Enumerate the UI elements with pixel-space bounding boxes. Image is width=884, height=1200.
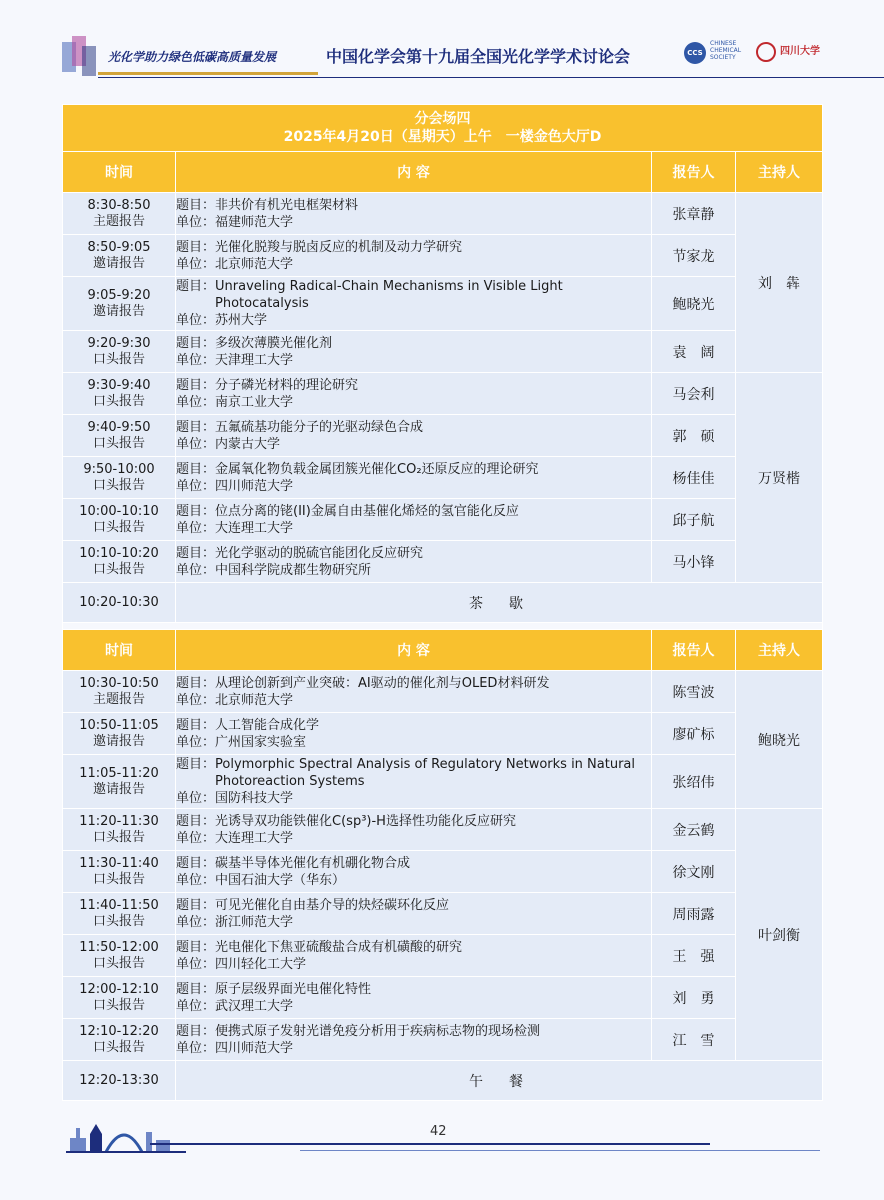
page-number: 42	[430, 1124, 447, 1139]
unit-line	[176, 562, 651, 579]
report-type: 口头报告	[92, 1039, 145, 1055]
topic-line	[176, 239, 651, 256]
time-range: 9:05-9:20	[87, 287, 151, 303]
report-type: 口头报告	[92, 997, 145, 1013]
unit-line-value: 浙江师范大学	[215, 914, 294, 930]
table-row	[63, 373, 823, 415]
unit-line-label: 单位：	[176, 830, 216, 846]
topic-line-label: 题目：	[176, 545, 216, 561]
unit-line	[176, 998, 651, 1015]
footer-line-secondary	[300, 1150, 820, 1151]
topic-line	[176, 756, 651, 790]
table-row	[63, 277, 823, 331]
topic-line-label: 题目：	[176, 377, 216, 393]
topic-line-value: 非共价有机光电框架材料	[215, 197, 359, 213]
break-row	[63, 583, 823, 623]
col-header-speaker: 报告人	[652, 152, 736, 193]
unit-line-label: 单位：	[176, 734, 216, 750]
unit-line	[176, 790, 651, 807]
report-type: 口头报告	[92, 913, 145, 929]
unit-line-value: 四川师范大学	[215, 478, 294, 494]
page-footer	[0, 1108, 884, 1168]
unit-line-value: 大连理工大学	[215, 830, 294, 846]
topic-line	[176, 197, 651, 214]
unit-line-value: 国防科技大学	[215, 791, 294, 806]
speaker-cell: 郭 硕	[652, 415, 736, 457]
unit-line	[176, 1040, 651, 1057]
topic-line-value: 位点分离的铑(II)金属自由基催化烯烃的氢官能化反应	[215, 503, 519, 519]
speaker-cell: 江 雪	[652, 1019, 736, 1061]
content-cell	[176, 331, 652, 373]
time-range: 9:20-9:30	[87, 335, 151, 351]
unit-line-value: 福建师范大学	[215, 214, 294, 230]
session-date-venue: 2025年4月20日（星期天）上午 一楼金色大厅D	[283, 129, 602, 145]
unit-line-value: 大连理工大学	[215, 520, 294, 536]
speaker-cell: 邱子航	[652, 499, 736, 541]
skyline-decoration-icon	[66, 1114, 186, 1154]
unit-line	[176, 734, 651, 751]
col-header-content: 内 容	[176, 152, 652, 193]
report-type: 口头报告	[92, 351, 145, 367]
speaker-cell: 廖矿标	[652, 713, 736, 755]
table-row	[63, 499, 823, 541]
time-cell	[63, 277, 176, 331]
unit-line	[176, 394, 651, 411]
content-cell	[176, 193, 652, 235]
content-cell	[176, 235, 652, 277]
table-row	[63, 331, 823, 373]
speaker-cell: 金云鹤	[652, 809, 736, 851]
topic-line-label: 题目：	[176, 757, 216, 772]
time-cell	[63, 851, 176, 893]
unit-line-value: 内蒙古大学	[215, 436, 281, 452]
host-cell: 刘 犇	[736, 193, 823, 373]
unit-line-label: 单位：	[176, 436, 216, 452]
content-cell	[176, 755, 652, 809]
session-name: 分会场四	[414, 111, 471, 127]
topic-line	[176, 503, 651, 520]
speaker-cell: 刘 勇	[652, 977, 736, 1019]
content-cell	[176, 851, 652, 893]
content-cell	[176, 977, 652, 1019]
speaker-cell: 节家龙	[652, 235, 736, 277]
table-row	[63, 541, 823, 583]
unit-line-label: 单位：	[176, 872, 216, 888]
time-range: 9:40-9:50	[87, 419, 151, 435]
speaker-cell: 鲍晓光	[652, 277, 736, 331]
report-type: 口头报告	[92, 829, 145, 845]
topic-line-value: Polymorphic Spectral Analysis of Regulatory Networks in Natural Photoreaction Systems	[215, 757, 636, 789]
time-cell	[63, 809, 176, 851]
time-range: 12:00-12:10	[79, 981, 159, 997]
host-cell: 叶剑衡	[736, 809, 823, 1061]
ccs-logo-caption: CHINESE CHEMICAL SOCIETY	[710, 40, 742, 61]
table-row	[63, 809, 823, 851]
time-range: 11:05-11:20	[79, 765, 159, 781]
break-time: 10:20-10:30	[63, 583, 176, 623]
time-range: 8:30-8:50	[87, 197, 151, 213]
topic-line-value: 从理论创新到产业突破：AI驱动的催化剂与OLED材料研发	[215, 675, 550, 691]
unit-line-value: 北京师范大学	[215, 256, 294, 272]
table-row	[63, 235, 823, 277]
topic-line-value: 便携式原子发射光谱免疫分析用于疾病标志物的现场检测	[215, 1023, 541, 1039]
unit-line-value: 中国石油大学（华东）	[215, 872, 346, 888]
time-cell	[63, 235, 176, 277]
time-range: 11:50-12:00	[79, 939, 159, 955]
col-header-time: 时间	[63, 152, 176, 193]
topic-line-value: 碳基半导体光催化有机硼化物合成	[215, 855, 411, 871]
topic-line	[176, 939, 651, 956]
table-row	[63, 755, 823, 809]
content-cell	[176, 713, 652, 755]
time-cell	[63, 935, 176, 977]
time-range: 10:10-10:20	[79, 545, 159, 561]
topic-line	[176, 461, 651, 478]
unit-line-label: 单位：	[176, 791, 216, 806]
time-cell	[63, 457, 176, 499]
content-cell	[176, 1019, 652, 1061]
scu-logo-text: 四川大学	[780, 46, 820, 57]
report-type: 邀请报告	[92, 303, 145, 319]
footer-line	[150, 1143, 710, 1145]
topic-line-label: 题目：	[176, 813, 216, 829]
topic-line-label: 题目：	[176, 939, 216, 955]
time-range: 12:10-12:20	[79, 1023, 159, 1039]
unit-line	[176, 830, 651, 847]
unit-line	[176, 956, 651, 973]
topic-line-label: 题目：	[176, 335, 216, 351]
topic-line-label: 题目：	[176, 461, 216, 477]
topic-line-label: 题目：	[176, 675, 216, 691]
table-row	[63, 977, 823, 1019]
topic-line	[176, 377, 651, 394]
conference-title: 中国化学会第十九届全国光化学学术讨论会	[326, 47, 631, 66]
content-cell	[176, 457, 652, 499]
time-range: 9:50-10:00	[83, 461, 155, 477]
topic-line-label: 题目：	[176, 897, 216, 913]
section-spacer	[63, 623, 823, 630]
report-type: 口头报告	[92, 519, 145, 535]
break-time: 12:20-13:30	[63, 1061, 176, 1101]
topic-line-value: 可见光催化自由基介导的炔烃碳环化反应	[215, 897, 450, 913]
time-cell	[63, 977, 176, 1019]
unit-line-value: 广州国家实验室	[215, 734, 307, 750]
header-divider	[98, 77, 884, 78]
unit-line	[176, 872, 651, 889]
col-header-host: 主持人	[736, 630, 823, 671]
time-cell	[63, 331, 176, 373]
col-header-time: 时间	[63, 630, 176, 671]
speaker-cell: 马会利	[652, 373, 736, 415]
topic-line-label: 题目：	[176, 1023, 216, 1039]
unit-line-value: 南京工业大学	[215, 394, 294, 410]
topic-line	[176, 717, 651, 734]
time-range: 8:50-9:05	[87, 239, 151, 255]
unit-line-label: 单位：	[176, 562, 216, 578]
unit-line-value: 四川师范大学	[215, 1040, 294, 1056]
time-cell	[63, 415, 176, 457]
unit-line	[176, 312, 651, 329]
column-header-row	[63, 630, 823, 671]
unit-line-label: 单位：	[176, 214, 216, 230]
topic-line	[176, 855, 651, 872]
time-cell	[63, 499, 176, 541]
report-type: 主题报告	[92, 691, 145, 707]
topic-line-label: 题目：	[176, 717, 216, 733]
header-decoration-icon	[62, 36, 98, 76]
table-row	[63, 671, 823, 713]
time-cell	[63, 713, 176, 755]
report-type: 口头报告	[92, 393, 145, 409]
topic-line	[176, 278, 651, 312]
topic-line-value: 光诱导双功能铁催化C(sp³)-H选择性功能化反应研究	[215, 813, 516, 829]
topic-line	[176, 675, 651, 692]
unit-line-label: 单位：	[176, 520, 216, 536]
unit-line-label: 单位：	[176, 998, 216, 1014]
topic-line-label: 题目：	[176, 855, 216, 871]
unit-line-label: 单位：	[176, 394, 216, 410]
content-cell	[176, 935, 652, 977]
host-cell: 鲍晓光	[736, 671, 823, 809]
unit-line-label: 单位：	[176, 692, 216, 708]
table-row	[63, 713, 823, 755]
time-range: 10:00-10:10	[79, 503, 159, 519]
unit-line	[176, 478, 651, 495]
table-row	[63, 851, 823, 893]
time-range: 10:50-11:05	[79, 717, 159, 733]
topic-line	[176, 419, 651, 436]
ccs-logo-icon: CCS	[684, 42, 706, 64]
topic-line	[176, 813, 651, 830]
unit-line	[176, 914, 651, 931]
unit-line-value: 武汉理工大学	[215, 998, 294, 1014]
topic-line-value: 光化学驱动的脱硫官能团化反应研究	[215, 545, 424, 561]
time-cell	[63, 893, 176, 935]
break-label: 午 餐	[176, 1061, 823, 1101]
unit-line-label: 单位：	[176, 313, 216, 328]
break-row	[63, 1061, 823, 1101]
time-cell	[63, 541, 176, 583]
unit-line-value: 北京师范大学	[215, 692, 294, 708]
unit-line-label: 单位：	[176, 956, 216, 972]
content-cell	[176, 373, 652, 415]
report-type: 口头报告	[92, 435, 145, 451]
topic-line	[176, 545, 651, 562]
time-range: 11:30-11:40	[79, 855, 159, 871]
topic-line-value: 原子层级界面光电催化特性	[215, 981, 372, 997]
report-type: 口头报告	[92, 561, 145, 577]
unit-line	[176, 436, 651, 453]
topic-line-label: 题目：	[176, 197, 216, 213]
table-row	[63, 415, 823, 457]
topic-line-value: 光电催化下焦亚硫酸盐合成有机磺酸的研究	[215, 939, 463, 955]
time-range: 10:30-10:50	[79, 675, 159, 691]
table-row	[63, 893, 823, 935]
content-cell	[176, 809, 652, 851]
speaker-cell: 杨佳佳	[652, 457, 736, 499]
col-header-content: 内 容	[176, 630, 652, 671]
report-type: 口头报告	[92, 871, 145, 887]
break-label: 茶 歇	[176, 583, 823, 623]
content-cell	[176, 671, 652, 713]
topic-line-value: 金属氧化物负载金属团簇光催化CO₂还原反应的理论研究	[215, 461, 539, 477]
report-type: 口头报告	[92, 477, 145, 493]
time-range: 11:40-11:50	[79, 897, 159, 913]
topic-line-label: 题目：	[176, 239, 216, 255]
topic-line-label: 题目：	[176, 981, 216, 997]
content-cell	[176, 415, 652, 457]
report-type: 口头报告	[92, 955, 145, 971]
topic-line	[176, 981, 651, 998]
topic-line	[176, 897, 651, 914]
column-header-row	[63, 152, 823, 193]
unit-line	[176, 256, 651, 273]
topic-line-label: 题目：	[176, 419, 216, 435]
speaker-cell: 马小锋	[652, 541, 736, 583]
time-cell	[63, 755, 176, 809]
host-cell: 万贤楷	[736, 373, 823, 583]
header-accent-line	[98, 72, 318, 75]
slogan: 光化学助力绿色低碳高质量发展	[108, 50, 277, 64]
topic-line	[176, 335, 651, 352]
time-cell	[63, 671, 176, 713]
page-header	[0, 28, 884, 90]
time-cell	[63, 193, 176, 235]
time-cell	[63, 373, 176, 415]
topic-line-value: 光催化脱羧与脱卤反应的机制及动力学研究	[215, 239, 463, 255]
topic-line-value: 多级次薄膜光催化剂	[215, 335, 333, 351]
topic-line	[176, 1023, 651, 1040]
content-cell	[176, 541, 652, 583]
unit-line-label: 单位：	[176, 478, 216, 494]
session-title	[63, 105, 823, 152]
topic-line-value: Unraveling Radical-Chain Mechanisms in Visible Light Photocatalysis	[215, 279, 563, 311]
table-row	[63, 1019, 823, 1061]
unit-line-value: 四川轻化工大学	[215, 956, 307, 972]
report-type: 主题报告	[92, 213, 145, 229]
topic-line-value: 五氟硫基功能分子的光驱动绿色合成	[215, 419, 424, 435]
content-cell	[176, 499, 652, 541]
unit-line	[176, 352, 651, 369]
unit-line	[176, 520, 651, 537]
speaker-cell: 陈雪波	[652, 671, 736, 713]
col-header-host: 主持人	[736, 152, 823, 193]
speaker-cell: 王 强	[652, 935, 736, 977]
unit-line	[176, 692, 651, 709]
spacer-cell	[63, 623, 823, 630]
content-cell	[176, 893, 652, 935]
topic-line-value: 人工智能合成化学	[215, 717, 320, 733]
unit-line-value: 苏州大学	[215, 313, 268, 328]
unit-line-value: 天津理工大学	[215, 352, 294, 368]
table-row	[63, 457, 823, 499]
topic-line-label: 题目：	[176, 503, 216, 519]
unit-line-label: 单位：	[176, 352, 216, 368]
unit-line-label: 单位：	[176, 256, 216, 272]
unit-line-value: 中国科学院成都生物研究所	[215, 562, 372, 578]
report-type: 邀请报告	[92, 781, 145, 797]
schedule-table	[62, 104, 823, 1101]
time-range: 9:30-9:40	[87, 377, 151, 393]
report-type: 邀请报告	[92, 255, 145, 271]
speaker-cell: 周雨露	[652, 893, 736, 935]
col-header-speaker: 报告人	[652, 630, 736, 671]
time-range: 11:20-11:30	[79, 813, 159, 829]
content-cell	[176, 277, 652, 331]
unit-line-label: 单位：	[176, 1040, 216, 1056]
scu-logo-icon	[756, 42, 776, 62]
topic-line-value: 分子磷光材料的理论研究	[215, 377, 359, 393]
unit-line	[176, 214, 651, 231]
table-row	[63, 935, 823, 977]
unit-line-label: 单位：	[176, 914, 216, 930]
speaker-cell: 袁 阔	[652, 331, 736, 373]
time-cell	[63, 1019, 176, 1061]
table-row	[63, 193, 823, 235]
topic-line-label: 题目：	[176, 279, 216, 294]
report-type: 邀请报告	[92, 733, 145, 749]
speaker-cell: 张章静	[652, 193, 736, 235]
speaker-cell: 张绍伟	[652, 755, 736, 809]
speaker-cell: 徐文刚	[652, 851, 736, 893]
